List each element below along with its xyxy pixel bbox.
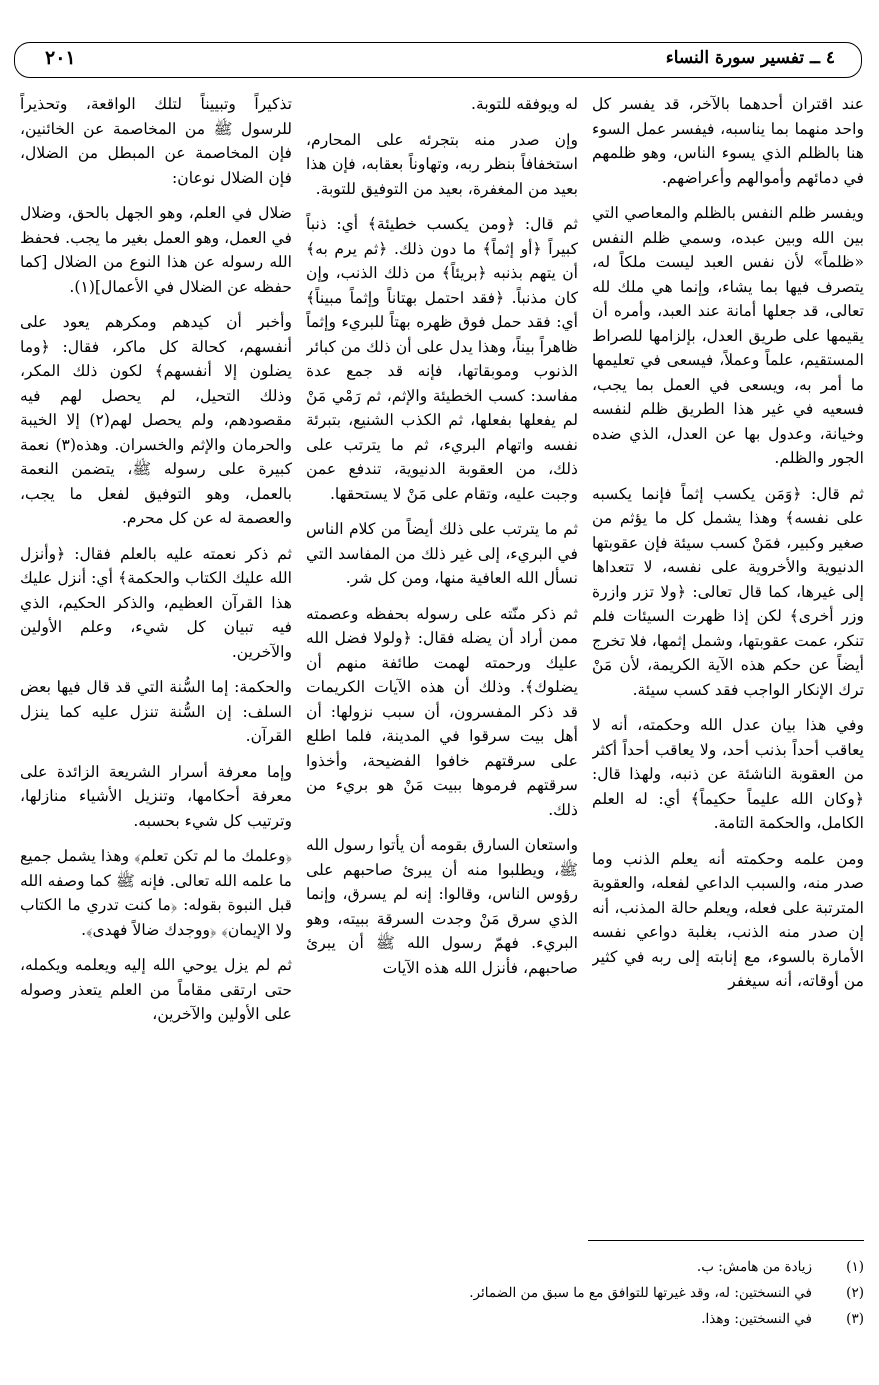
footnote-text: زيادة من هامش: ب. xyxy=(696,1259,812,1275)
paragraph: وفي هذا بيان عدل الله وحكمته، أنه لا يعاقب أحداً بذنب أحد، ولا يعاقب أحداً أكثر من العقوبة الناشئة عن ذنبه، ولهذا قال: ﴿وكان الله عليماً حكيماً﴾ أي: له العلم الكامل، والحكمة التامة. xyxy=(592,716,864,832)
paragraph: ثم قال: ﴿ومن يكسب خطيئة﴾ أي: ذنباً كبيراً ﴿أو إثماً﴾ ما دون ذلك. ﴿ثم يرم به﴾ أن يتهم بذنبه ﴿بريئاً﴾ من ذلك الذنب، وإن كان مذنباً. ﴿فقد احتمل بهتاناً وإثماً مبيناً﴾ أي: فقد حمل فوق ظهره بهتاً للبريء وإثماً ظاهراً بيناً، وهذا يدل على أن ذلك من كبائر الذنوب وموبقاتها، فإنه قد جمع عدة مفاسد: كسب الخطيئة والإثم، ثم رَمْي مَنْ لم يفعلها بفعلها، ثم الكذب الشنيع، بتبرئة نفسه واتهام البريء، ثم ما يترتب على ذلك، من العقوبة الدنيوية، تندفع عمن وجبت عليه، وتقام على مَنْ لا يستحقها. xyxy=(306,215,578,503)
paragraph: وأخبر أن كيدهم ومكرهم يعود على أنفسهم، كحالة كل ماكر، فقال: ﴿وما يضلون إلا أنفسهم﴾ لكون ذلك المكر، وذلك التحيل، لم يحصل لهم فيه مقصودهم، ولم يحصل لهم(٢) إلا الخيبة والحرمان والإثم والخسران. وهذه(٣) نعمة كبيرة على رسوله ﷺ، يتضمن النعمة بالعمل، وهو التوفيق لفعل ما يجب، والعصمة له عن كل محرم. xyxy=(20,313,292,527)
footnote-separator xyxy=(588,1240,864,1241)
paragraph: تذكيراً وتبييناً لتلك الواقعة، وتحذيراً للرسول ﷺ من المخاصمة عن الخائنين، فإن المخاصمة عن المبطل من الضلال، فإن الضلال نوعان: xyxy=(20,95,292,187)
paragraph: ومن علمه وحكمته أنه يعلم الذنب وما صدر منه، والسبب الداعي لفعله، والعقوبة المترتبة على فعله، ويعلم حالة المذنب، أنه إن صدر منه الذنب، بغلبة دواعي نفسه الأمارة بالسوء، مع إنابته إلى ربه في كثير من أوقاته، أنه سيغفر xyxy=(592,849,864,990)
text-column-middle xyxy=(306,92,578,1185)
paragraph: وإما معرفة أسرار الشريعة الزائدة على معرفة أحكامها، وتنزيل الأشياء منازلها، وترتيب كل شيء بحسبه. xyxy=(20,762,292,830)
paragraph: والحكمة: إما السُّنة التي قد قال فيها بعض السلف: إن السُّنة تنزل عليه كما ينزل القرآن. xyxy=(20,678,292,745)
footnote-number: (٣) xyxy=(846,1311,864,1327)
footnote-text: في النسختين: له، وقد غيرتها للتوافق مع ما سبق من الضمائر. xyxy=(469,1285,812,1301)
paragraph: ثم قال: ﴿وَمَن يكسب إثماً فإنما يكسبه على نفسه﴾ وهذا يشمل كل ما يؤثم من صغير وكبير، فمَنْ كسب سيئة فإن عقوبتها الدنيوية والأخروية على نفسه، لا تتعداها إلى غيرها، كما قال تعالى: ﴿ولا تزر وازرة وزر أخرى﴾ لكن إذا ظهرت السيئات فلم تنكر، عمت عقوبتها، وشمل إثمها، فلا تخرج أيضاً عن حكم هذه الآية الكريمة، لأن مَنْ ترك الإنكار الواجب فقد كسب سيئة. xyxy=(592,484,864,699)
footnote xyxy=(20,1254,864,1280)
text-column-left xyxy=(20,92,292,1185)
paragraph: وإن صدر منه بتجرئه على المحارم، استخفافاً بنظر ربه، وتهاوناً بعقابه، فإن هذا بعيد من المغفرة، بعيد من التوفيق للتوبة. xyxy=(306,130,578,198)
running-title: ٤ ــ تفسير سورة النساء xyxy=(665,48,835,68)
paragraph: ويفسر ظلم النفس بالظلم والمعاصي التي بين الله وبين عبده، وسمي ظلم النفس «ظلماً» لأن نفس العبد ليست ملكاً له، يتصرف فيها بما يشاء، وإنما هي ملك لله تعالى، قد جعلها أمانة عند العبد، وأمره أن يقيمها على طريق العدل، بإلزامها للصراط المستقيم، علماً وعملاً، فيسعى في تعليمها ما أمر به، ويسعى في العمل بما يجب، فسعيه في غير هذا الطريق ظلم لنفسه وخيانة، وعدول بها عن العدل، الذي ضده الجور والظلم. xyxy=(592,204,864,467)
paragraph: ثم ذكر منّته على رسوله بحفظه وعصمته ممن أراد أن يضله فقال: ﴿ولولا فضل الله عليك ورحمته لهمت طائفة منهم أن يضلوك﴾. وذلك أن هذه الآيات الكريمات قد ذكر المفسرون، أن سبب نزولها: أن أهل بيت سرقوا في المدينة، فلما اطلع على سرقتهم خافوا الفضيحة، وأخذوا سرقتهم فرموها ببيت مَنْ هو بريء من ذلك. xyxy=(306,604,578,819)
footnote-number: (٢) xyxy=(846,1285,864,1301)
paragraph: ضلال في العلم، وهو الجهل بالحق، وضلال في العمل، وهو العمل بغير ما يجب. فحفظ الله رسوله عن هذا النوع من الضلال [كما حفظه عن الضلال في الأعمال](١). xyxy=(20,204,292,296)
paragraph: ثم ذكر نعمته عليه بالعلم فقال: ﴿وأنزل الله عليك الكتاب والحكمة﴾ أي: أنزل عليك هذا القرآن العظيم، والذكر الحكيم، الذي فيه تبيان كل شيء، وعلم الأولين والآخرين. xyxy=(20,544,292,661)
footnotes xyxy=(20,1254,864,1366)
paragraph: ثم ما يترتب على ذلك أيضاً من كلام الناس في البريء، إلى غير ذلك من المفاسد التي نسأل الله العافية منها، ومن كل شر. xyxy=(306,520,578,587)
footnote-number: (١) xyxy=(846,1259,864,1275)
paragraph: واستعان السارق بقومه أن يأتوا رسول الله ﷺ، ويطلبوا منه أن يبرئ صاحبهم على رؤوس الناس، وقالوا: إنه لم يسرق، وإنما الذي سرق مَنْ وجدت السرقة ببيته، وهو البريء. فهمّ رسول الله ﷺ أن يبرئ صاحبهم، فأنزل الله هذه الآيات xyxy=(306,836,578,977)
paragraph: ثم لم يزل يوحي الله إليه ويعلمه ويكمله، حتى ارتقى مقاماً من العلم يتعذر وصوله على الأولين والآخرين، xyxy=(20,956,292,1023)
page-number: ٢٠١ xyxy=(45,47,76,69)
page-header xyxy=(14,42,862,78)
paragraph: عند اقتران أحدهما بالآخر، قد يفسر كل واحد منهما بما يناسبه، فيفسر عمل السوء هنا بالظلم الذي يسوء الناس، وهو ظلمهم في دمائهم وأموالهم وأعراضهم. xyxy=(592,95,864,187)
footnote xyxy=(20,1280,864,1306)
paragraph: ﴿وعلمك ما لم تكن تعلم﴾ وهذا يشمل جميع ما علمه الله تعالى. فإنه ﷺ كما وصفه الله قبل النبوة بقوله: ﴿ما كنت تدري ما الكتاب ولا الإيمان﴾ ﴿ووجدك ضالاً فهدى﴾. xyxy=(20,847,292,939)
footnote-text: في النسختين: وهذا. xyxy=(701,1311,812,1327)
paragraph: له ويوفقه للتوبة. xyxy=(471,95,578,113)
text-column-right xyxy=(592,92,864,1185)
footnote xyxy=(20,1306,864,1332)
